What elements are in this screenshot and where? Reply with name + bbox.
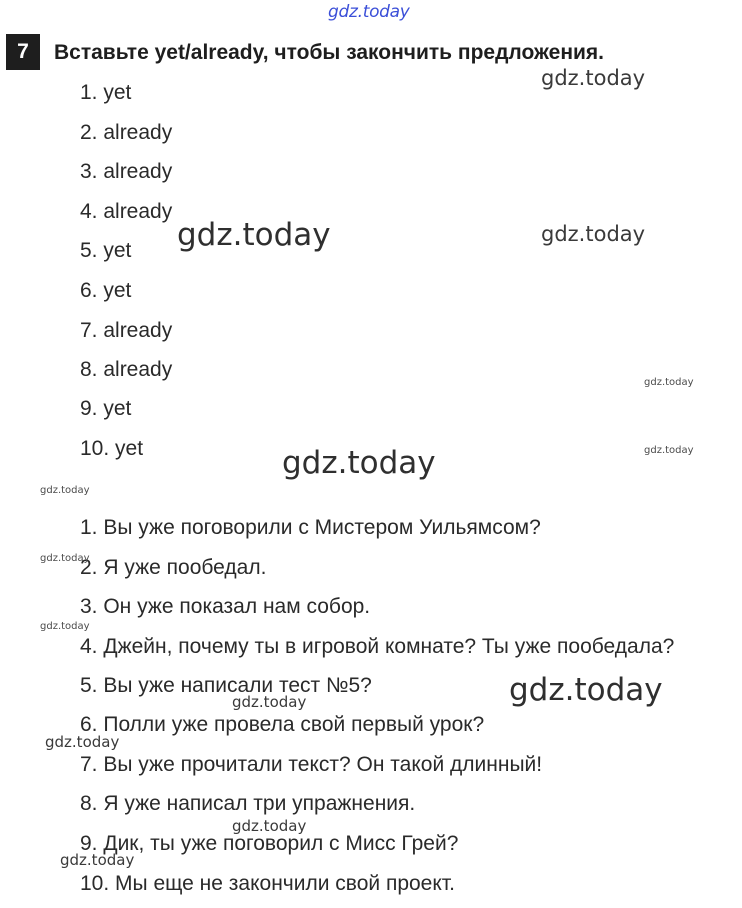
answer-3: 3. already: [80, 160, 173, 183]
answer-4: 4. already: [80, 200, 173, 223]
exercise-number-badge: 7: [6, 34, 40, 70]
watermark: gdz.today: [40, 553, 90, 564]
answer-1: 1. yet: [80, 81, 132, 104]
answer-5: 5. yet: [80, 239, 132, 262]
watermark: gdz.today: [509, 672, 663, 708]
answer-6: 6. yet: [80, 279, 132, 302]
watermark: gdz.today: [541, 222, 646, 246]
translation-4: 4. Джейн, почему ты в игровой комнате? Ты уже пообедала?: [80, 635, 675, 658]
translation-2: 2. Я уже пообедал.: [80, 556, 267, 579]
watermark: gdz.today: [232, 817, 307, 835]
translation-9: 9. Дик, ты уже поговорил с Мисс Грей?: [80, 832, 459, 855]
answer-7: 7. already: [80, 319, 173, 342]
translation-5: 5. Вы уже написали тест №5?: [80, 674, 372, 697]
watermark: gdz.today: [282, 445, 436, 481]
watermark: gdz.today: [40, 621, 90, 632]
answer-10: 10. yet: [80, 437, 144, 460]
watermark: gdz.today: [45, 733, 120, 751]
watermark: gdz.today: [644, 445, 694, 456]
watermark-top: gdz.today: [328, 2, 410, 22]
watermark: gdz.today: [177, 217, 331, 253]
answer-8: 8. already: [80, 358, 173, 381]
watermark: gdz.today: [60, 851, 135, 869]
translation-6: 6. Полли уже провела свой первый урок?: [80, 713, 485, 736]
watermark: gdz.today: [232, 693, 307, 711]
watermark: gdz.today: [541, 66, 646, 90]
answer-2: 2. already: [80, 121, 173, 144]
watermark: gdz.today: [40, 485, 90, 496]
translation-1: 1. Вы уже поговорили с Мистером Уильямсом?: [80, 516, 541, 539]
translation-10: 10. Мы еще не закончили свой проект.: [80, 872, 455, 895]
translation-7: 7. Вы уже прочитали текст? Он такой длинный!: [80, 753, 543, 776]
translation-3: 3. Он уже показал нам собор.: [80, 595, 371, 618]
exercise-title: Вставьте yet/already, чтобы закончить предложения.: [54, 41, 605, 64]
translation-8: 8. Я уже написал три упражнения.: [80, 792, 416, 815]
watermark: gdz.today: [644, 377, 694, 388]
answer-9: 9. yet: [80, 397, 132, 420]
